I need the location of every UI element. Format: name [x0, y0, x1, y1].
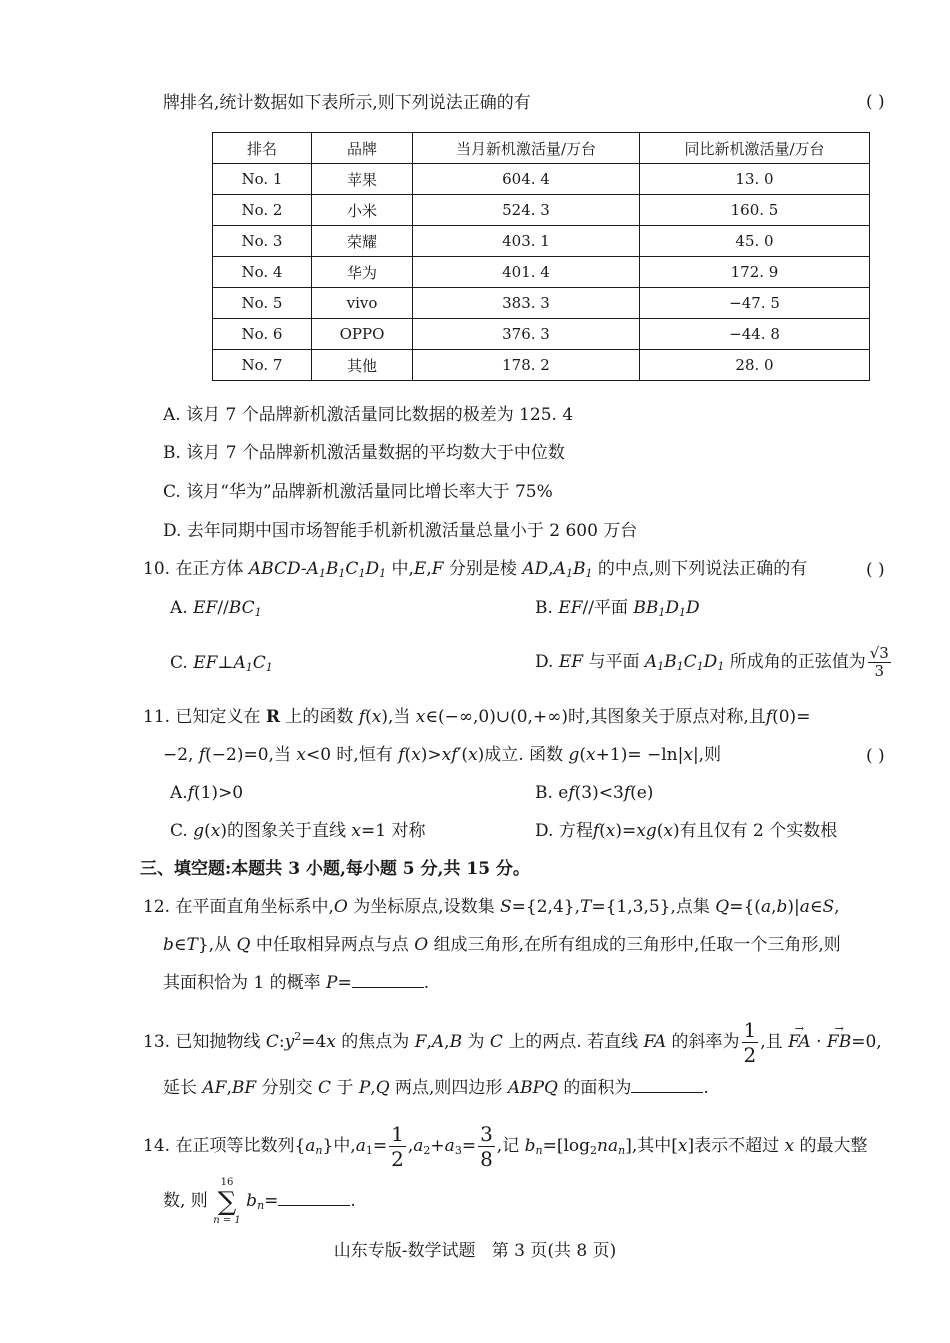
header-rank: 排名 [213, 133, 312, 164]
table-row [213, 319, 870, 350]
cell-yoy: 160. 5 [640, 195, 870, 226]
cell-rank: No. 4 [213, 257, 312, 288]
option-label: B. e [535, 783, 569, 803]
header-brand: 品牌 [312, 133, 413, 164]
fraction: $\frac{√3}{3}$ [869, 644, 889, 680]
q10-stem: 10. 在正方体 ABCD-$A_1B_1C_1D_1$ 中,E,F 分别是棱 $AD,A_1B_1$ 的中点,则下列说法正确的有 [143, 559, 808, 580]
q12-text: 为坐标原点,设数集 [353, 897, 495, 917]
q12-line-3: 其面积恰为 1 的概率 P= . [163, 973, 430, 993]
q14-text: }中, [322, 1136, 356, 1156]
q11-text: 成立. 函数 [484, 745, 564, 765]
option-text: (1)>0 [193, 783, 244, 803]
table-header-row [213, 133, 870, 164]
q13-text: 的焦点为 [341, 1032, 410, 1052]
q12-text: 在平面直角坐标系中, [175, 897, 334, 917]
table-row [213, 257, 870, 288]
option-text: (3)<3 [574, 783, 624, 803]
q12-text: },从 [197, 935, 232, 955]
q12-text: 中任取相异两点与点 [255, 935, 409, 955]
q14-text: 数, 则 [163, 1191, 208, 1211]
q11-text: = −ln| [627, 745, 684, 765]
header-monthly: 当月新机激活量/万台 [413, 133, 640, 164]
q12-line-1: 12. 在平面直角坐标系中,O 为坐标原点,设数集 S={2,4},T={1,3,5},点集 Q={(a,b)|a∈S, [143, 897, 840, 917]
option-label: A. [170, 783, 188, 803]
option-text: (e) [630, 783, 654, 803]
q12-number: 12. [143, 897, 171, 917]
table-row [213, 195, 870, 226]
q13-text: · [816, 1032, 822, 1052]
q9-option-d: D. 去年同期中国市场智能手机新机激活量总量小于 2 600 万台 [163, 521, 638, 541]
q12-text: )| [787, 897, 800, 917]
q10-answer-paren: ( ) [866, 560, 885, 580]
q9-answer-paren: ( ) [866, 92, 885, 112]
q11-option-a: A.f(1)>0 [170, 783, 244, 803]
q14-text: ,记 [496, 1136, 520, 1156]
cell-brand: OPPO [312, 319, 413, 350]
answer-blank [352, 973, 424, 988]
q11-option-b: B. ef(3)<3f(e) [535, 783, 654, 803]
q11-option-d: D. 方程f(x)=xg(x)有且仅有 2 个实数根 [535, 821, 838, 841]
q12-line-2: b∈T},从 Q 中任取相异两点与点 O 组成三角形,在所有组成的三角形中,任取一个三角形,则 [163, 935, 841, 955]
q13-text: 的斜率为 [671, 1032, 740, 1052]
table-row [213, 164, 870, 195]
q13-line-2: 延长 AF,BF 分别交 C 于 P,Q 两点,则四边形 ABPQ 的面积为 . [163, 1078, 709, 1098]
cell-monthly: 178. 2 [413, 350, 640, 381]
q11-text: (0)= [772, 707, 811, 727]
cell-rank: No. 5 [213, 288, 312, 319]
cell-monthly: 604. 4 [413, 164, 640, 195]
option-label: B. [535, 598, 553, 618]
q13-text: ,且 [760, 1032, 783, 1052]
fraction: $\frac{1}{2}$ [743, 1018, 757, 1067]
q12-text: 其面积恰为 1 的概率 [163, 973, 321, 993]
cell-brand: 荣耀 [312, 226, 413, 257]
cell-yoy: −47. 5 [640, 288, 870, 319]
cell-yoy: −44. 8 [640, 319, 870, 350]
cell-monthly: 383. 3 [413, 288, 640, 319]
option-text: 的图象关于直线 [226, 821, 346, 841]
q9-intro: 牌排名,统计数据如下表所示,则下列说法正确的有 [163, 93, 531, 113]
q10-option-b: B. EF//平面 $BB_1D_1D$ [535, 598, 700, 619]
option-text: =1 对称 [360, 821, 426, 841]
q11-number: 11. [143, 707, 171, 727]
cell-monthly: 524. 3 [413, 195, 640, 226]
q14-text: ]表示不超过 [687, 1136, 780, 1156]
q14-text: ],其中[ [625, 1136, 678, 1156]
q10-number: 10. [143, 559, 171, 579]
option-label: A. [170, 598, 188, 618]
q13-text: 两点,则四边形 [395, 1078, 503, 1098]
q9-option-a: A. 该月 7 个品牌新机激活量同比数据的极差为 125. 4 [163, 405, 574, 425]
fraction: $\frac{1}{2}$ [391, 1122, 404, 1171]
q13-text: 的面积为 [563, 1078, 632, 1098]
q11-line-2: −2, f(−2)=0,当 x<0 时,恒有 f(x)>xf′(x)成立. 函数 g(x+1)= −ln|x|,则 [163, 745, 722, 765]
q11-text: 上的函数 [285, 707, 354, 727]
cell-brand: 其他 [312, 350, 413, 381]
q12-text: ={1,3,5},点集 [591, 897, 710, 917]
cell-rank: No. 3 [213, 226, 312, 257]
q10-option-c: C. $EF\perp A_1C_1$ [170, 653, 273, 674]
option-text: 有且仅有 2 个实数根 [679, 821, 838, 841]
q13-text: =4 [301, 1032, 327, 1052]
q11-text: (−2)=0,当 [205, 745, 291, 765]
cell-yoy: 172. 9 [640, 257, 870, 288]
q10-text-c: 分别是棱 [448, 559, 517, 579]
cell-rank: No. 2 [213, 195, 312, 226]
q10-option-a: A. $EF//BC_1$ [170, 598, 262, 619]
cell-yoy: 28. 0 [640, 350, 870, 381]
q11-option-c: C. g(x)的图象关于直线 x=1 对称 [170, 821, 426, 841]
fraction: $\frac{3}{8}$ [480, 1122, 493, 1171]
q9-option-c: C. 该月“华为”品牌新机激活量同比增长率大于 75% [163, 482, 553, 502]
q10-text-a: 在正方体 [175, 559, 244, 579]
cell-yoy: 45. 0 [640, 226, 870, 257]
cell-brand: 苹果 [312, 164, 413, 195]
q13-text: 上的两点. 若直线 [508, 1032, 639, 1052]
q14-text: = [264, 1191, 279, 1211]
cell-rank: No. 7 [213, 350, 312, 381]
q10-text-d: 的中点,则下列说法正确的有 [597, 559, 808, 579]
q12-text: = [337, 973, 352, 993]
cell-brand: vivo [312, 288, 413, 319]
header-yoy: 同比新机激活量/万台 [640, 133, 870, 164]
cell-brand: 小米 [312, 195, 413, 226]
q11-text: 已知定义在 [175, 707, 261, 727]
option-label: D. [535, 652, 554, 672]
q14-line-2: 数, 则 16 ∑ n = 1 $b_n=$ . [163, 1176, 356, 1226]
cell-yoy: 13. 0 [640, 164, 870, 195]
q12-text: 组成三角形,在所有组成的三角形中,任取一个三角形,则 [433, 935, 841, 955]
cell-monthly: 376. 3 [413, 319, 640, 350]
q13-text: 延长 [163, 1078, 197, 1098]
table-row [213, 350, 870, 381]
answer-blank [278, 1191, 350, 1206]
q12-text: , [834, 897, 840, 917]
activation-table [212, 132, 870, 381]
cell-monthly: 403. 1 [413, 226, 640, 257]
q14-text: =[log [542, 1136, 591, 1156]
page-footer [0, 1236, 950, 1261]
q10-option-d: D. EF 与平面 $A_1B_1C_1D_1$ 所成角的正弦值为 $\frac{√3}{3}$ [535, 644, 889, 680]
cell-brand: 华为 [312, 257, 413, 288]
footer-title: 山东专版-数学试题 [333, 1241, 476, 1261]
q13-text: 已知抛物线 [175, 1032, 261, 1052]
q12-text: ={2,4}, [511, 897, 580, 917]
q11-answer-paren: ( ) [866, 746, 885, 766]
option-label: C. [170, 653, 188, 673]
cell-monthly: 401. 4 [413, 257, 640, 288]
q13-line-1: 13. 已知抛物线 $C:y^2=4x$ 的焦点为 F,A,B 为 C 上的两点. 若直线 FA 的斜率为 $\frac{1}{2}$ ,且 → FA · → FB=0, [143, 1018, 882, 1067]
option-text: 所成角的正弦值为 [729, 652, 866, 672]
footer-page-number: 第 3 页(共 8 页) [491, 1241, 617, 1261]
option-label: D. 方程 [535, 821, 593, 841]
q11-text: <0 时,恒有 [305, 745, 393, 765]
option-label: C. [170, 821, 188, 841]
option-text: 与平面 [588, 652, 640, 672]
summation-symbol: 16 ∑ n = 1 [213, 1176, 241, 1226]
q13-text: 为 [467, 1032, 485, 1052]
q13-text: 于 [336, 1078, 354, 1098]
q11-text: ,当 [387, 707, 411, 727]
table-row [213, 288, 870, 319]
q12-text: ={( [729, 897, 761, 917]
answer-blank [631, 1078, 703, 1093]
q12-text: ∈ [173, 935, 187, 955]
q13-number: 13. [143, 1032, 171, 1052]
q14-text: 在正项等比数列{ [175, 1136, 306, 1156]
cell-rank: No. 6 [213, 319, 312, 350]
q11-reals: R [265, 707, 280, 727]
q11-text: ∈(−∞,0)∪(0,+∞)时,其图象关于原点对称,且 [425, 707, 766, 727]
q11-line-1: 11. 已知定义在 R 上的函数 f(x),当 x∈(−∞,0)∪(0,+∞)时,其图象关于原点对称,且f(0)= [143, 707, 811, 727]
q12-text: ∈ [809, 897, 823, 917]
option-text: 平面 [594, 598, 628, 618]
section-fill-in-heading: 三、填空题:本题共 3 小题,每小题 5 分,共 15 分。 [140, 859, 530, 879]
q14-line-1: 14. 在正项等比数列$\{a_n\}$中$,a_1=$ $\frac{1}{2}$ $,a_2+a_3=$ $\frac{3}{8}$ ,记 $b_n=[\log_2na_n]$,其中[x]表示不超过 x 的最大整 [143, 1122, 868, 1171]
q14-text: 的最大整 [799, 1136, 868, 1156]
q13-text: =0, [851, 1032, 882, 1052]
q9-option-b: B. 该月 7 个品牌新机激活量数据的平均数大于中位数 [163, 443, 565, 463]
q14-number: 14. [143, 1136, 171, 1156]
q13-text: 分别交 [261, 1078, 313, 1098]
cell-rank: No. 1 [213, 164, 312, 195]
q11-text: |,则 [692, 745, 722, 765]
table-row [213, 226, 870, 257]
q10-text-b: 中, [391, 559, 414, 579]
q11-text: −2, [163, 745, 194, 765]
